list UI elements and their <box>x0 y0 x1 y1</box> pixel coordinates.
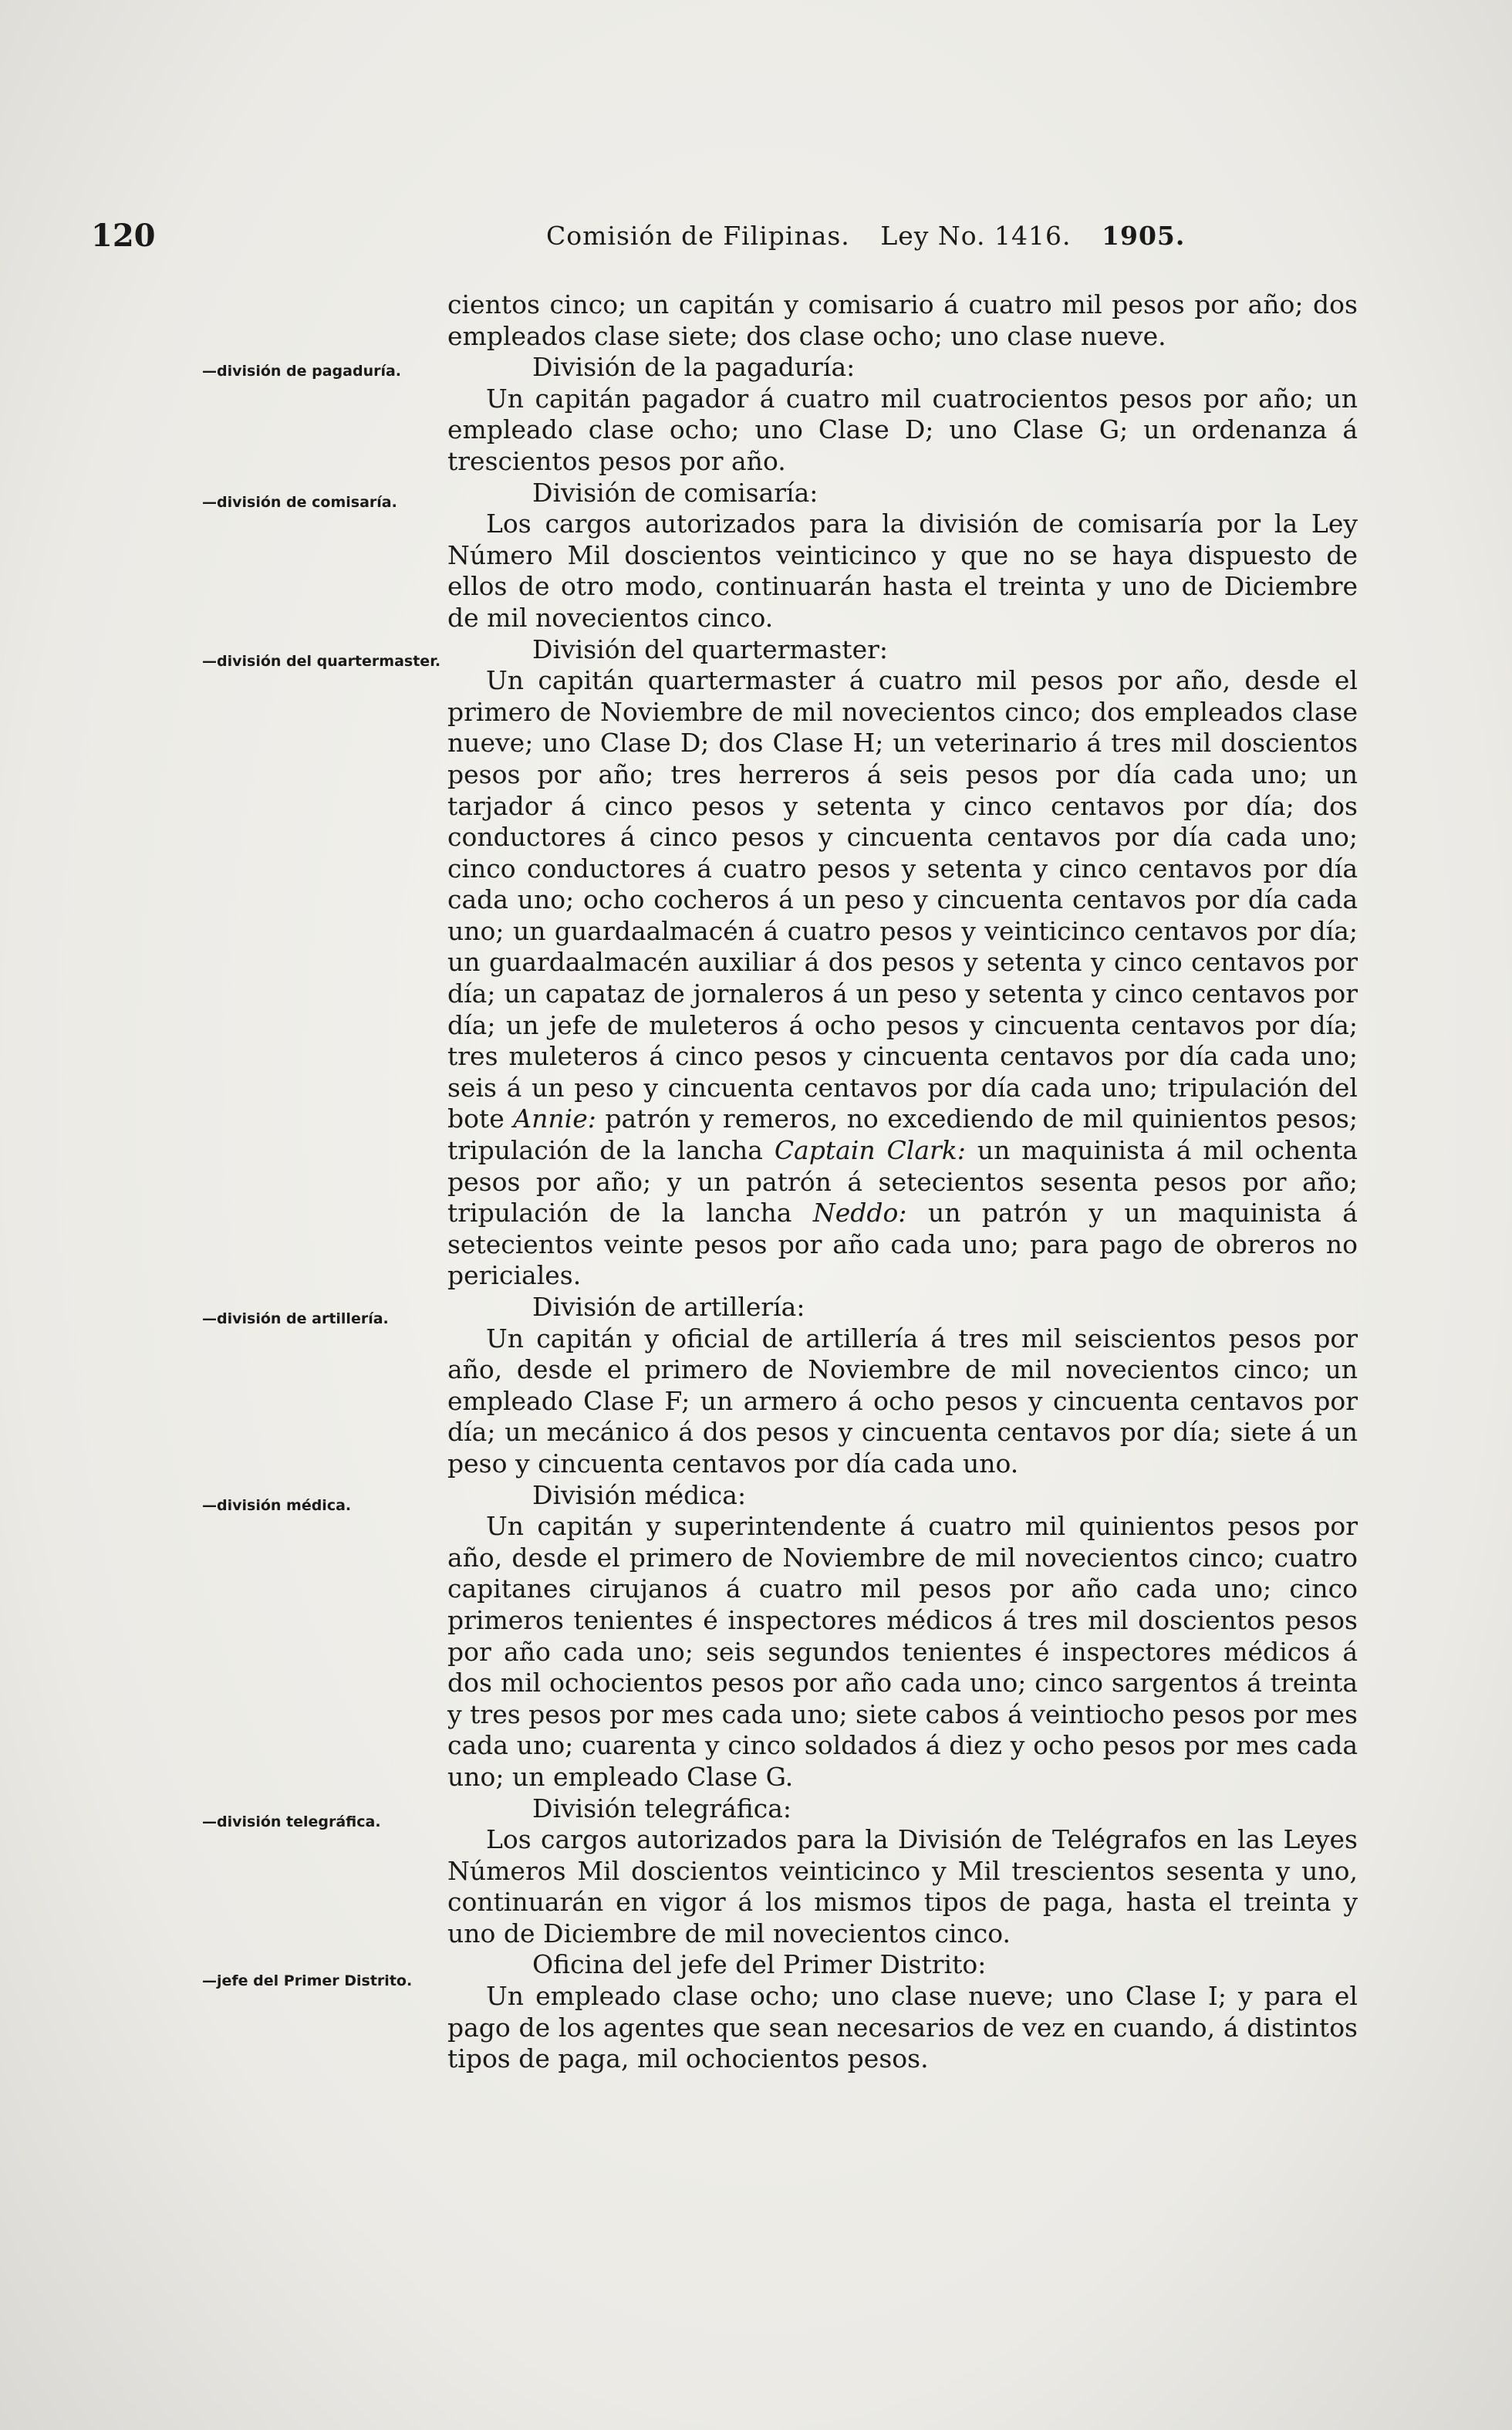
page-number: 120 <box>91 218 156 254</box>
margin-note-telegrafica: —división telegráfica. <box>202 1813 381 1830</box>
section-heading-pagaduria: División de la pagaduría: <box>532 352 856 383</box>
section-heading-quartermaster: División del quartermaster: <box>532 634 888 664</box>
paragraph-pagaduria: Un capitán pagador á cuatro mil cuatrocientos pesos por año; un empleado clase ocho; uno Clase D; uno Clase G; un ordenanza á trescientos pesos por año. <box>447 383 1358 476</box>
margin-note-comisaria: —división de comisaría. <box>202 494 397 511</box>
paragraph-quartermaster-part4: un patrón y un maquinista á setecientos veinte pesos por año cada uno; para pago de obreros no periciales. <box>447 1198 1358 1291</box>
year: 1905. <box>1102 221 1186 251</box>
body-text <box>447 289 1358 2075</box>
running-title: Comisión de Filipinas. <box>546 221 850 251</box>
law-number: Ley No. 1416. <box>880 221 1072 251</box>
margin-note-medica: —división médica. <box>202 1497 352 1514</box>
margin-note-artilleria: —división de artillería. <box>202 1310 389 1327</box>
section-heading-artilleria: División de artillería: <box>532 1292 805 1322</box>
paragraph-telegrafica: Los cargos autorizados para la División de Telégrafos en las Leyes Números Mil doscientos veinticinco y Mil trescientos sesenta y uno, continuarán en vigor á los mismos tipos de paga, hasta el treinta y uno de Diciembre de mil novecientos cinco. <box>447 1824 1358 1948</box>
margin-note-primer-distrito: —jefe del Primer Distrito. <box>202 1972 413 1989</box>
page-header <box>91 218 1264 264</box>
margin-note-pagaduria: —división de pagaduría. <box>202 363 402 380</box>
section-heading-comisaria: División de comisaría: <box>532 477 818 508</box>
boat-name: Annie: <box>513 1103 596 1134</box>
paragraph-quartermaster-part3: un maquinista á mil ochenta pesos por año; y un patrón á setecientos sesenta pesos por año; tripulación de la lancha <box>447 1135 1358 1229</box>
paragraph-quartermaster <box>447 665 1358 1292</box>
running-head <box>546 221 1185 251</box>
paragraph-primer-distrito: Un empleado clase ocho; uno clase nueve; uno Clase I; y para el pago de los agentes que sean necesarios de vez en cuando, á distintos tipos de paga, mil ochocientos pesos. <box>447 1981 1358 2074</box>
section-heading-primer-distrito: Oficina del jefe del Primer Distrito: <box>532 1949 987 1980</box>
section-heading-telegrafica: División telegráfica: <box>532 1793 792 1823</box>
paragraph-medica: Un capitán y superintendente á cuatro mil quinientos pesos por año, desde el primero de Noviembre de mil novecientos cinco; cuatro capitanes cirujanos á cuatro mil pesos por año cada uno; cinco primeros tenientes é inspectores médicos á tres mil doscientos pesos por año cada uno; seis segundos tenientes é inspectores médicos á dos mil ochocientos pesos por año cada uno; cinco sargentos á treinta y tres pesos por mes cada uno; siete cabos á veintiocho pesos por mes cada uno; cuarenta y cinco soldados á diez y ocho pesos por mes cada uno; un empleado Clase G. <box>447 1511 1358 1792</box>
margin-note-quartermaster: —división del quartermaster. <box>202 653 441 670</box>
paragraph-artilleria: Un capitán y oficial de artillería á tres mil seiscientos pesos por año, desde el primero de Noviembre de mil novecientos cinco; un empleado Clase F; un armero á ocho pesos y cincuenta centavos por día; un mecánico á dos pesos y cincuenta centavos por día; siete á un peso y cincuenta centavos por día cada uno. <box>447 1323 1358 1479</box>
section-heading-medica: División médica: <box>532 1479 747 1510</box>
launch-name-1: Captain Clark: <box>774 1135 966 1166</box>
paragraph-quartermaster-part2: patrón y remeros, no excediendo de mil quinientos pesos; tripulación de la lancha <box>447 1103 1358 1166</box>
paragraph-quartermaster-part1: Un capitán quartermaster á cuatro mil pesos por año, desde el primero de Noviembre de mil novecientos cinco; dos empleados clase nueve; uno Clase D; dos Clase H; un veterinario á tres mil doscientos pesos por año; tres herreros á seis pesos por día cada uno; un tarjador á cinco pesos y setenta y cinco centavos por día; dos conductores á cinco pesos y cincuenta centavos por día cada uno; cinco conductores á cuatro pesos y setenta y cinco centavos por día cada uno; ocho cocheros á un peso y cincuenta centavos por día cada uno; un guardaalmacén á cuatro pesos y veinticinco centavos por día; un guardaalmacén auxiliar á dos pesos y setenta y cinco centavos por día; un capataz de jornaleros á un peso y setenta y cinco centavos por día; un jefe de muleteros á ocho pesos y cincuenta centavos por día; tres muleteros á cinco pesos y cincuenta centavos por día cada uno; seis á un peso y cincuenta centavos por día cada uno; tripulación del bote <box>447 665 1358 1134</box>
launch-name-2: Neddo: <box>812 1198 907 1229</box>
paragraph-continuation: cientos cinco; un capitán y comisario á cuatro mil pesos por año; dos empleados clase siete; dos clase ocho; uno clase nueve. <box>447 289 1358 351</box>
paragraph-comisaria: Los cargos autorizados para la división de comisaría por la Ley Número Mil doscientos veinticinco y que no se haya dispuesto de ellos de otro modo, continuarán hasta el treinta y uno de Diciembre de mil novecientos cinco. <box>447 509 1358 633</box>
